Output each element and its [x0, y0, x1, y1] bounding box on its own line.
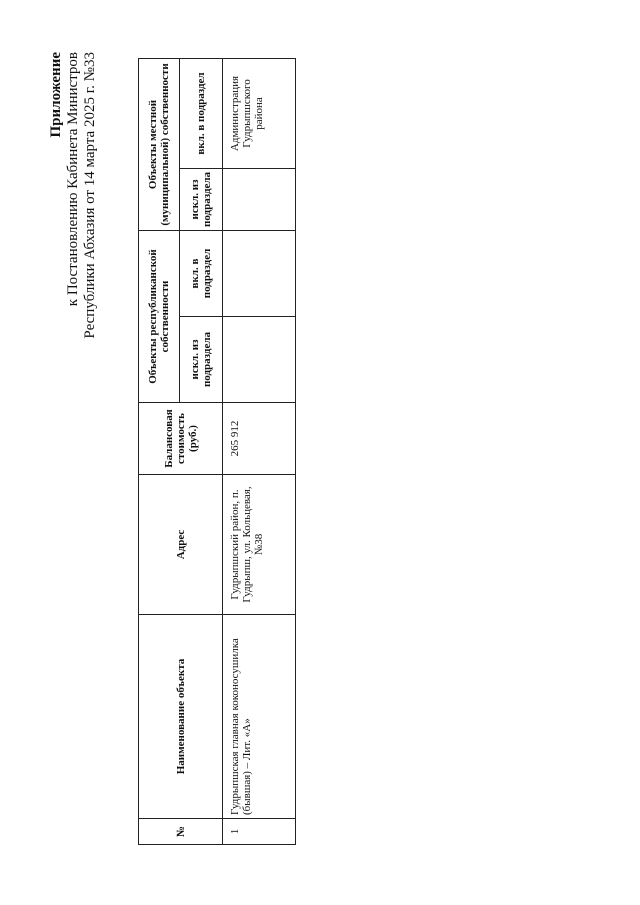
header-municipal-excl: искл. из подраздела [180, 168, 223, 230]
header-republic: Объекты республиканской собственности [139, 230, 180, 402]
header-municipal-incl: вкл. в подраздел [180, 58, 223, 168]
appendix-header [48, 52, 99, 472]
header-republic-incl: вкл. в подраздел [180, 230, 223, 316]
cell-value: 265 912 [223, 403, 296, 475]
appendix-line-1: к Постановлению Кабинета Министров [65, 52, 81, 307]
appendix-line-2: Республики Абхазия от 14 марта 2025 г. №33 [82, 52, 98, 339]
cell-municipal-excl [223, 168, 296, 230]
cell-municipal-incl: Администрация Гудрыпшского района [223, 58, 296, 168]
header-republic-excl: искл. из подраздела [180, 317, 223, 403]
property-table [138, 58, 296, 845]
header-name: Наименование объекта [139, 615, 223, 819]
cell-republic-excl [223, 317, 296, 403]
cell-no: 1 [223, 819, 296, 845]
table-row [223, 58, 296, 844]
header-value: Балансовая стоимость (руб.) [139, 403, 223, 475]
cell-republic-incl [223, 230, 296, 316]
cell-name: Гудрыпшская главная коконосушилка (бывшая) – Лит. «А» [223, 615, 296, 819]
header-municipal: Объекты местной (муниципальной) собственности [139, 58, 180, 230]
header-address: Адрес [139, 475, 223, 615]
cell-address: Гудрыпшский район, п. Гудрыпш, ул. Кольцевая, №38 [223, 475, 296, 615]
header-no: № [139, 819, 223, 845]
appendix-heading: Приложение [48, 52, 64, 138]
